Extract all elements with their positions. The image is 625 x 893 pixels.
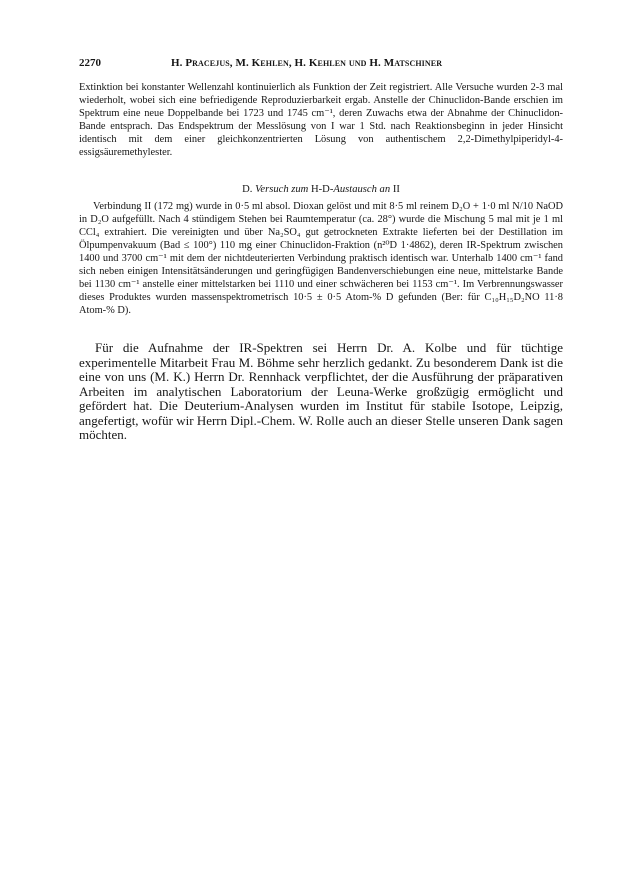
- section-compound: II: [392, 184, 400, 195]
- page-number: 2270: [79, 57, 101, 69]
- running-head-authors: H. Pracejus, M. Kehlen, H. Kehlen und H. Matschiner: [171, 57, 443, 69]
- paragraph-hd-exchange: Verbindung II (172 mg) wurde in 0·5 ml absol. Dioxan gelöst und mit 8·5 ml reinem D₂O + 1·0 ml N/10 NaOD in D₂O aufgefüllt. Nach 4 stündigem Stehen bei Raumtemperatur (ca. 28°) wurde die Mischung 5 mal mit je 1 ml CCl₄ extrahiert. Die vereinigten und über Na₂SO₄ gut getrockneten Extrakte lieferten bei der Destillation im Ölpumpenvakuum (Bad ≤ 100°) 110 mg einer Chinuclidon-Fraktion (n²⁰D 1·4862), deren IR-Spektrum zwischen 1400 und 3700 cm⁻¹ mit dem der nichtdeuterierten Verbindung praktisch identisch war. Unterhalb 1400 cm⁻¹ fand sich neben einigen Intensitätsänderungen und geringfügigen Bandenverschiebungen eine neue, mittelstarke Bande bei 1130 cm⁻¹ anstelle einer mittelstarken bei 1110 und einer schwächeren bei 1153 cm⁻¹. Im Verbrennungswasser dieses Produktes wurden massenspektrometrisch 10·5 ± 0·5 Atom-% D gefunden (Ber: für C₁₀H₁₅D₂NO 11·8 Atom-% D).: [79, 201, 563, 316]
- section-title-exchange: Austausch an: [333, 184, 391, 195]
- section-label: D.: [242, 184, 253, 195]
- page-header: [79, 57, 563, 73]
- paragraph-extinction: Extinktion bei konstanter Wellenzahl kontinuierlich als Funktion der Zeit registriert. Alle Versuche wurden 2-3 mal wiederholt, wobei sich eine befriedigende Reproduzierbarkeit ergab. Anstelle der Chinuclidon-Bande erschien im Spektrum eine neue Doppelbande bei 1723 und 1745 cm⁻¹, deren Zuwachs etwa der Abnahme der Chinuclidon-Bande entsprach. Das Endspektrum der Messlösung von I war 1 Std. nach Reaktionsbeginn in jeder Hinsicht identisch mit dem einer gleichkonzentrierten Lösung von authentischem 2,2-Dimethylpiperidyl-4-essigsäuremethylester.: [79, 82, 563, 158]
- section-title-hd: H-D-: [311, 184, 334, 195]
- section-title-italic: Versuch zum: [255, 184, 309, 195]
- paragraph-acknowledgements: Für die Aufnahme der IR-Spektren sei Herrn Dr. A. Kolbe und für tüchtige experimentelle Mitarbeit Frau M. Böhme sehr herzlich gedankt. Zu besonderem Dank ist die eine von uns (M. K.) Herrn Dr. Rennhack verpflichtet, der die Ausführung der präparativen Arbeiten im analytischen Laboratorium der Leuna-Werke großzügig ermöglicht und gefördert hat. Die Deuterium-Analysen wurden im Institut für stabile Isotope, Leipzig, angefertigt, wofür wir Herrn Dipl.-Chem. W. Rolle auch an dieser Stelle unseren Dank sagen möchten.: [79, 340, 563, 442]
- section-heading-d: [79, 184, 563, 195]
